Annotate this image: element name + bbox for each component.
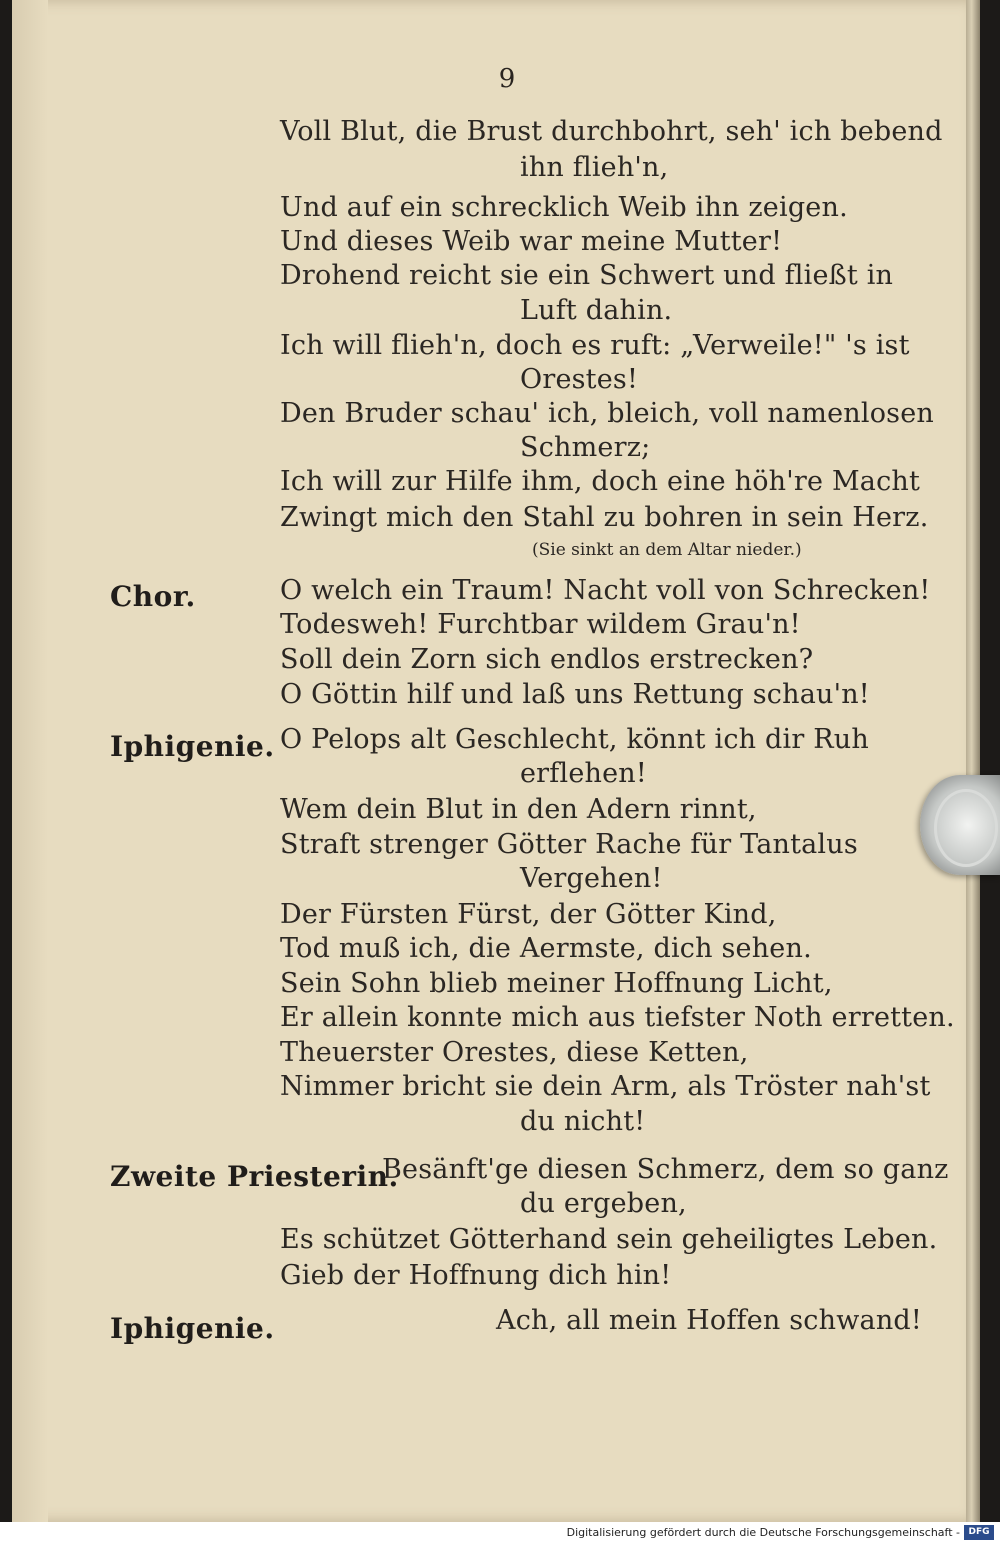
verse-line: Er allein konnte mich aus tiefster Noth erretten. [280,1002,955,1033]
verse-line: Luft dahin. [520,295,673,326]
verse-line: Vergehen! [520,863,663,894]
verse-line: Orestes! [520,364,639,395]
page-clip [920,775,1000,875]
footer-bar [0,1522,1000,1544]
verse-line: Und auf ein schrecklich Weib ihn zeigen. [280,192,848,223]
verse-line: Schmerz; [520,432,651,463]
verse-line: erflehen! [520,758,647,789]
verse-line: Sein Sohn blieb meiner Hoffnung Licht, [280,968,833,999]
stage-direction: (Sie sinkt an dem Altar nieder.) [532,540,802,560]
verse-line: Voll Blut, die Brust durchbohrt, seh' ich bebend [280,116,943,147]
speaker-zweite-priesterin: Zweite Priesterin. [110,1160,399,1193]
page-number: 9 [498,64,516,94]
verse-line: Straft strenger Götter Rache für Tantalus [280,829,858,860]
verse-line: O Göttin hilf und laß uns Rettung schau'n! [280,679,870,710]
verse-line: Besänft'ge diesen Schmerz, dem so ganz [382,1154,949,1185]
footer-credit: Digitalisierung gefördert durch die Deutsche Forschungsgemeinschaft - [566,1526,960,1539]
verse-line: Ich will flieh'n, doch es ruft: „Verweile!" 's ist [280,330,910,361]
verse-line: Zwingt mich den Stahl zu bohren in sein Herz. [280,502,929,533]
verse-line: Es schützet Götterhand sein geheiligtes Leben. [280,1224,938,1255]
verse-line: Wem dein Blut in den Adern rinnt, [280,794,757,825]
book-page [12,0,967,1522]
verse-line: du ergeben, [520,1188,687,1219]
verse-line: Tod muß ich, die Aermste, dich sehen. [280,933,812,964]
verse-line: Ach, all mein Hoffen schwand! [496,1305,922,1336]
verse-line: du nicht! [520,1106,646,1137]
verse-line: Und dieses Weib war meine Mutter! [280,226,783,257]
verse-line: Theuerster Orestes, diese Ketten, [280,1037,749,1068]
verse-line: Gieb der Hoffnung dich hin! [280,1260,672,1291]
speaker-iphigenie: Iphigenie. [110,1312,275,1345]
verse-line: Den Bruder schau' ich, bleich, voll namenlosen [280,398,934,429]
verse-line: O welch ein Traum! Nacht voll von Schrecken! [280,575,931,606]
verse-line: Nimmer bricht sie dein Arm, als Tröster nah'st [280,1071,931,1102]
verse-line: Soll dein Zorn sich endlos erstrecken? [280,644,814,675]
verse-line: Der Fürsten Fürst, der Götter Kind, [280,899,777,930]
dfg-logo: DFG [964,1525,994,1540]
speaker-iphigenie: Iphigenie. [110,730,275,763]
verse-line: O Pelops alt Geschlecht, könnt ich dir Ruh [280,724,869,755]
verse-line: Todesweh! Furchtbar wildem Grau'n! [280,609,801,640]
verse-line: Drohend reicht sie ein Schwert und fließt in [280,260,894,291]
page-edge [966,0,980,1522]
verse-line: ihn flieh'n, [520,152,669,183]
speaker-chor: Chor. [110,580,196,613]
page-gutter [12,0,48,1522]
verse-line: Ich will zur Hilfe ihm, doch eine höh're Macht [280,466,921,497]
